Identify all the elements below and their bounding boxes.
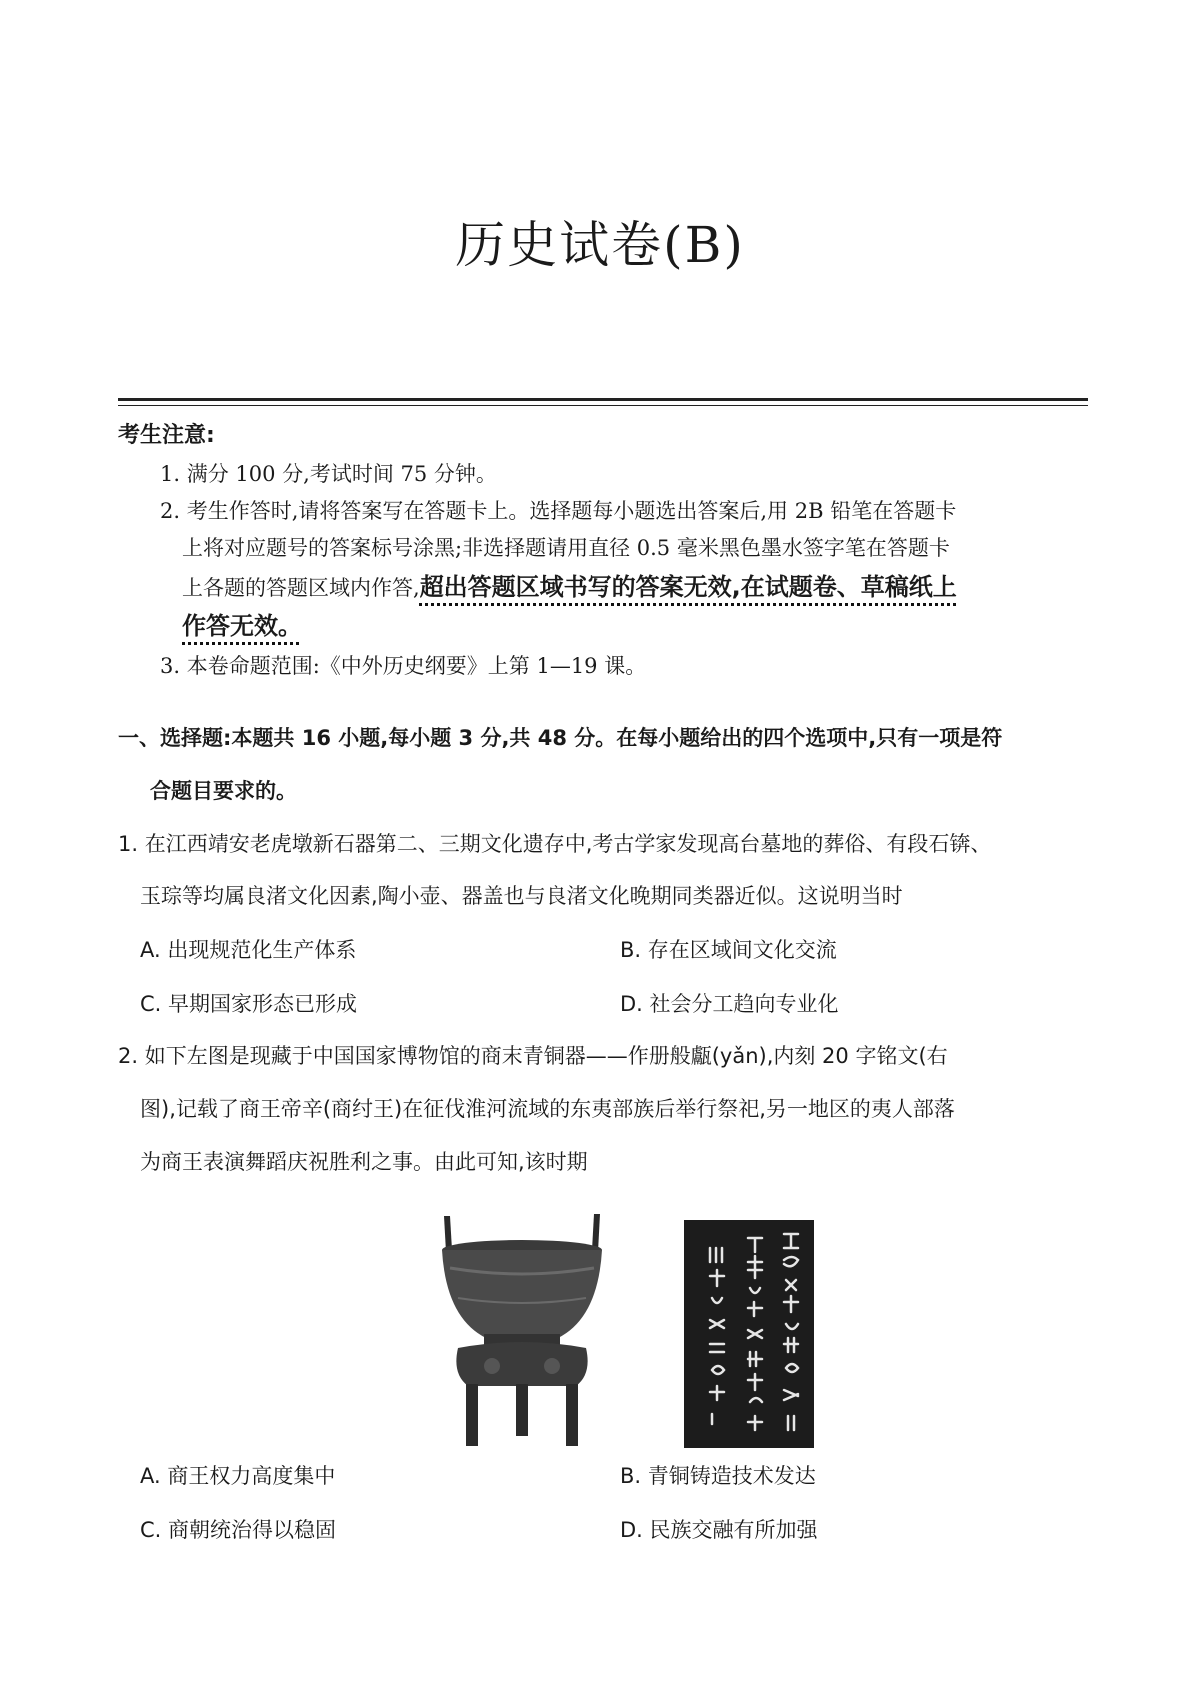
notice-item-2-line-3 bbox=[182, 567, 957, 602]
notice-emphasis-end: 作答无效。 bbox=[182, 612, 302, 640]
header-rule-thin bbox=[118, 405, 1088, 406]
section-heading-line-1: 一、选择题:本题共 16 小题,每小题 3 分,共 48 分。在每小题给出的四个选项中,只有一项是符 bbox=[118, 726, 1003, 750]
notice-item-2-line-3-text: 上各题的答题区域内作答, bbox=[182, 576, 420, 600]
question-1-line-1: 1. 在江西靖安老虎墩新石器第二、三期文化遗存中,考古学家发现高台墓地的葬俗、有段石锛、 bbox=[118, 832, 992, 856]
question-1-option-c[interactable]: C. 早期国家形态已形成 bbox=[140, 992, 358, 1016]
question-2-option-c[interactable]: C. 商朝统治得以稳固 bbox=[140, 1518, 337, 1542]
notice-item-2-line-2: 上将对应题号的答案标号涂黑;非选择题请用直径 0.5 毫米黑色墨水签字笔在答题卡 bbox=[182, 536, 950, 560]
notice-item-2-line-1: 2. 考生作答时,请将答案写在答题卡上。选择题每小题选出答案后,用 2B 铅笔在答题卡 bbox=[160, 499, 957, 523]
question-2-option-a[interactable]: A. 商王权力高度集中 bbox=[140, 1464, 336, 1488]
page-title: 历史试卷(B) bbox=[455, 216, 745, 274]
question-2-option-b[interactable]: B. 青铜铸造技术发达 bbox=[620, 1464, 816, 1488]
inscription-rubbing-image bbox=[684, 1220, 814, 1448]
question-2-line-2: 图),记载了商王帝辛(商纣王)在征伐淮河流域的东夷部族后举行祭祀,另一地区的夷人部落 bbox=[140, 1097, 955, 1121]
question-2-line-3: 为商王表演舞蹈庆祝胜利之事。由此可知,该时期 bbox=[140, 1150, 588, 1174]
notice-item-3: 3. 本卷命题范围:《中外历史纲要》上第 1—19 课。 bbox=[160, 654, 647, 678]
header-rule bbox=[118, 398, 1088, 401]
notice-heading: 考生注意: bbox=[118, 423, 215, 448]
bronze-yan-image bbox=[436, 1208, 608, 1448]
notice-item-2-line-4 bbox=[182, 606, 302, 641]
question-1-line-2: 玉琮等均属良渚文化因素,陶小壶、器盖也与良渚文化晚期同类器近似。这说明当时 bbox=[140, 884, 903, 908]
question-1-option-d[interactable]: D. 社会分工趋向专业化 bbox=[620, 992, 839, 1016]
question-2-line-1: 2. 如下左图是现藏于中国国家博物馆的商末青铜器——作册般甗(yǎn),内刻 20 字铭文(右 bbox=[118, 1044, 948, 1068]
notice-item-1: 1. 满分 100 分,考试时间 75 分钟。 bbox=[160, 462, 497, 486]
section-heading-line-2: 合题目要求的。 bbox=[150, 779, 297, 803]
question-1-option-a[interactable]: A. 出现规范化生产体系 bbox=[140, 938, 357, 962]
notice-emphasis: 超出答题区域书写的答案无效,在试题卷、草稿纸上 bbox=[419, 573, 957, 601]
question-1-option-b[interactable]: B. 存在区域间文化交流 bbox=[620, 938, 837, 962]
question-2-option-d[interactable]: D. 民族交融有所加强 bbox=[620, 1518, 818, 1542]
